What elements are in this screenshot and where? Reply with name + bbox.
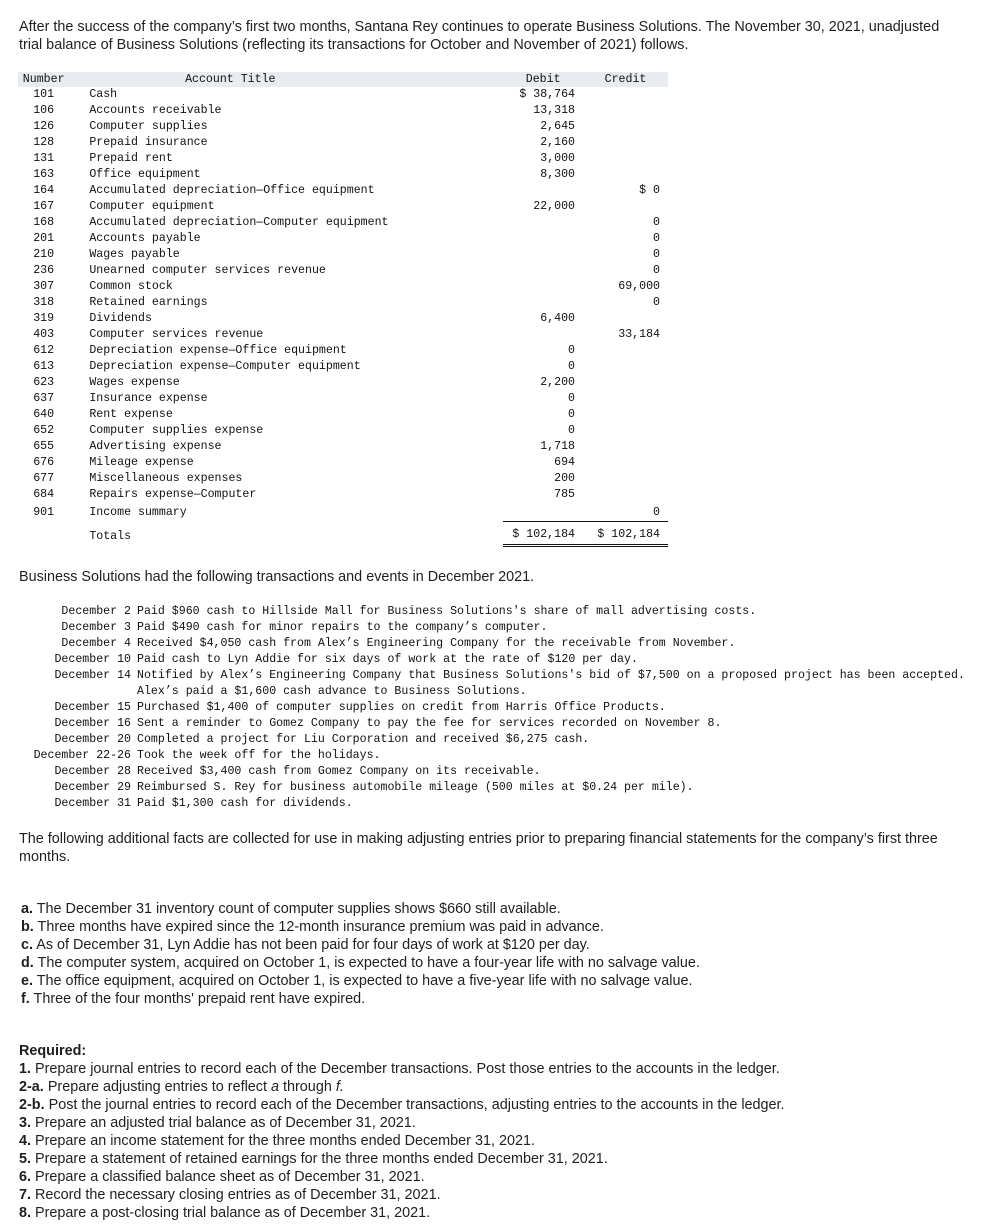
transaction-date: December 29 [54,781,131,794]
required-emphasis: a [271,1079,280,1095]
debit-amount: 0 [568,392,575,405]
debit-amount [503,183,583,199]
account-title: Accounts payable [89,232,201,245]
fact-label: b. [21,919,34,935]
credit-amount: 0 [653,296,660,309]
transaction-row [18,764,968,780]
required-heading: Required: [19,1043,87,1059]
header-credit: Credit [583,72,668,87]
fact-label: d. [21,955,34,971]
transaction-text: Completed a project for Liu Corporation and received $6,275 cash. [137,733,590,746]
account-title: Accumulated depreciation—Computer equipment [89,216,389,229]
credit-amount [583,359,668,375]
required-label: 2-b. [19,1097,45,1113]
account-title: Prepaid rent [89,152,173,165]
required-text: Prepare adjusting entries to reflect [47,1079,271,1095]
debit-amount [503,215,583,231]
account-number: 101 [33,88,55,101]
trial-balance-row [18,151,668,167]
transaction-row [18,780,968,796]
credit-amount [583,167,668,183]
fact-label: a. [21,901,34,917]
account-number: 613 [33,360,55,373]
transaction-text: Took the week off for the holidays. [137,749,381,762]
fact-label: e. [21,973,34,989]
debit-amount: 8,300 [540,168,575,181]
account-number: 307 [33,280,55,293]
debit-amount: 0 [568,424,575,437]
transaction-text: Purchased $1,400 of computer supplies on credit from Harris Office Products. [137,701,666,714]
account-number: 168 [33,216,55,229]
account-title: Computer supplies [89,120,208,133]
transaction-text: Received $4,050 cash from Alex’s Engineering Company for the receivable from November. [137,637,736,650]
fact-item [21,918,961,936]
account-title: Common stock [89,280,173,293]
debit-amount [503,263,583,279]
fact-text: The December 31 inventory count of computer supplies shows $660 still available. [36,901,561,917]
account-number: 655 [33,440,55,453]
transaction-date: December 20 [54,733,131,746]
required-item [19,1132,959,1150]
account-title: Computer services revenue [89,328,264,341]
trial-balance-row [18,119,668,135]
credit-amount: 0 [653,232,660,245]
trial-balance-row [18,103,668,119]
account-title: Depreciation expense—Computer equipment [89,360,361,373]
transaction-row [18,636,968,652]
required-text: Prepare an income statement for the three months ended December 31, 2021. [35,1133,535,1149]
transaction-row [18,700,968,716]
trial-balance-row [18,391,668,407]
account-number: 131 [33,152,55,165]
fact-text: The computer system, acquired on October 1, is expected to have a four-year life with no salvage value. [37,955,700,971]
debit-amount: 2,160 [540,136,575,149]
trial-balance-row [18,407,668,423]
trial-balance-row [18,199,668,215]
account-title: Computer supplies expense [89,424,264,437]
required-label: 2-a. [19,1079,44,1095]
account-title: Repairs expense—Computer [89,488,257,501]
required-label: 3. [19,1115,32,1131]
trial-balance-row [18,311,668,327]
credit-amount: 0 [653,264,660,277]
account-title: Accumulated depreciation—Office equipment [89,184,375,197]
transaction-row [18,668,968,700]
fact-label: f. [21,991,30,1007]
account-title: Dividends [89,312,152,325]
debit-amount [503,503,583,522]
trial-balance-table [18,72,668,547]
account-number: 236 [33,264,55,277]
required-text: Prepare an adjusted trial balance as of December 31, 2021. [35,1115,416,1131]
fact-text: Three of the four months' prepaid rent have expired. [33,991,366,1007]
account-number: 403 [33,328,55,341]
trial-balance-row [18,503,668,522]
account-number: 164 [33,184,55,197]
required-label: 5. [19,1151,32,1167]
trial-balance-row [18,359,668,375]
credit-amount [583,151,668,167]
debit-amount: 2,200 [540,376,575,389]
account-number: 210 [33,248,55,261]
trial-balance-row [18,455,668,471]
account-number: 201 [33,232,55,245]
debit-amount [503,247,583,263]
transaction-row [18,604,968,620]
credit-amount: $ 0 [639,184,660,197]
transaction-text: Paid $490 cash for minor repairs to the company’s computer. [137,621,548,634]
transaction-date: December 22-26 [33,749,131,762]
fact-label: c. [21,937,34,953]
account-title: Cash [89,88,118,101]
trial-balance-row [18,247,668,263]
debit-amount: 200 [554,472,575,485]
account-number: 318 [33,296,55,309]
account-title: Miscellaneous expenses [89,472,243,485]
header-debit: Debit [503,72,583,87]
required-label: 4. [19,1133,32,1149]
account-number: 167 [33,200,55,213]
debit-amount: 3,000 [540,152,575,165]
account-title: Income summary [89,506,187,520]
account-number: 623 [33,376,55,389]
fact-item [21,990,961,1008]
debit-amount [503,231,583,247]
transaction-date: December 31 [54,797,131,810]
trial-balance-row [18,183,668,199]
required-label: 7. [19,1187,32,1203]
fact-item [21,900,961,918]
required-item [19,1060,959,1078]
transaction-row [18,716,968,732]
account-number: 106 [33,104,55,117]
required-text-cont: through [279,1079,336,1095]
account-title: Advertising expense [89,440,222,453]
transaction-text: Reimbursed S. Rey for business automobile mileage (500 miles at $0.24 per mile). [137,781,694,794]
fact-item [21,936,961,954]
required-item [19,1096,959,1114]
credit-amount [583,103,668,119]
trial-balance-row [18,343,668,359]
account-title: Unearned computer services revenue [89,264,326,277]
account-number: 676 [33,456,55,469]
account-number: 677 [33,472,55,485]
credit-amount [583,423,668,439]
debit-amount: 1,718 [540,440,575,453]
trial-balance-header [18,72,668,87]
account-number: 637 [33,392,55,405]
transaction-row [18,732,968,748]
trial-balance-row [18,231,668,247]
credit-amount [583,455,668,471]
account-title: Computer equipment [89,200,215,213]
transaction-row [18,748,968,764]
required-text: Prepare journal entries to record each of the December transactions. Post those entries to the accounts in the ledger. [35,1061,780,1077]
credit-amount: 33,184 [618,328,660,341]
debit-amount: 22,000 [533,200,575,213]
fact-text: The office equipment, acquired on October 1, is expected to have a five-year life with no salvage value. [36,973,693,989]
header-account-title: Account Title [77,72,503,87]
transaction-text: Sent a reminder to Gomez Company to pay the fee for services recorded on November 8. [137,717,722,730]
account-title: Wages expense [89,376,180,389]
transaction-text: Paid cash to Lyn Addie for six days of work at the rate of $120 per day. [137,653,638,666]
credit-amount: 0 [653,506,660,519]
account-title: Depreciation expense—Office equipment [89,344,347,357]
trial-balance-row [18,439,668,455]
credit-amount [583,343,668,359]
transaction-date: December 3 [61,621,131,634]
credit-amount [583,439,668,455]
required-text: Prepare a post-closing trial balance as of December 31, 2021. [35,1205,431,1221]
account-title: Insurance expense [89,392,208,405]
required-item [19,1168,959,1186]
debit-amount: 0 [568,344,575,357]
transaction-row [18,796,968,812]
required-label: 6. [19,1169,32,1185]
debit-amount [503,327,583,343]
totals-label: Totals [89,529,132,543]
fact-text: As of December 31, Lyn Addie has not been paid for four days of work at $120 per day. [36,937,590,953]
account-number: 901 [33,506,55,520]
trial-balance-row [18,375,668,391]
account-title: Retained earnings [89,296,208,309]
account-title: Mileage expense [89,456,194,469]
credit-amount: 69,000 [618,280,660,293]
transaction-date: December 28 [54,765,131,778]
trial-balance-row [18,279,668,295]
debit-amount: 0 [568,408,575,421]
credit-amount [583,407,668,423]
debit-amount [503,295,583,311]
transaction-text: Received $3,400 cash from Gomez Company on its receivable. [137,765,541,778]
fact-item [21,972,961,990]
account-title: Office equipment [89,168,201,181]
required-item [19,1150,959,1168]
credit-amount [583,119,668,135]
account-number: 128 [33,136,55,149]
required-text: Prepare a classified balance sheet as of December 31, 2021. [35,1169,425,1185]
required-item [19,1078,959,1096]
account-number: 652 [33,424,55,437]
required-section [19,1042,959,1222]
account-title: Rent expense [89,408,173,421]
adjusting-facts-list [21,900,961,1008]
debit-amount: 13,318 [533,104,575,117]
fact-item [21,954,961,972]
required-text: Post the journal entries to record each of the December transactions, adjusting entries to the accounts in the ledger. [48,1097,785,1113]
account-number: 163 [33,168,55,181]
account-number: 126 [33,120,55,133]
facts-heading: The following additional facts are collected for use in making adjusting entries prior to preparing financial statements for the company’s first three months. [19,831,938,865]
account-title: Accounts receivable [89,104,222,117]
trial-balance-row [18,327,668,343]
required-item [19,1204,959,1222]
account-number: 319 [33,312,55,325]
required-label: 1. [19,1061,32,1077]
debit-amount: 0 [568,360,575,373]
credit-amount [583,135,668,151]
account-title: Prepaid insurance [89,136,208,149]
credit-amount [583,311,668,327]
transaction-text: Paid $1,300 cash for dividends. [137,797,353,810]
trial-balance-row [18,423,668,439]
transactions-list [18,604,972,812]
required-item [19,1186,959,1204]
debit-amount: 6,400 [540,312,575,325]
transaction-date: December 2 [61,605,131,618]
transaction-date: December 16 [54,717,131,730]
total-credit: $ 102,184 [583,522,668,546]
credit-amount: 0 [653,216,660,229]
transaction-row [18,620,968,636]
transaction-date: December 4 [61,637,131,650]
transaction-text: Notified by Alex’s Engineering Company that Business Solutions's bid of $7,500 on a proposed project has been accepted. Alex’s paid a $1,600 cash advance to Business Solutions. [137,669,972,698]
transaction-text: Paid $960 cash to Hillside Mall for Business Solutions's share of mall advertising costs. [137,605,757,618]
transaction-row [18,652,968,668]
credit-amount [583,87,668,103]
totals-spacer [18,522,77,546]
account-title: Wages payable [89,248,180,261]
credit-amount: 0 [653,248,660,261]
required-emphasis: f. [335,1079,344,1095]
trial-balance-row [18,295,668,311]
trial-balance-row [18,487,668,503]
header-number: Number [18,72,77,87]
required-text: Prepare a statement of retained earnings for the three months ended December 31, 2021. [35,1151,608,1167]
trial-balance-totals-row [18,522,668,546]
debit-amount: 694 [554,456,575,469]
total-debit: $ 102,184 [503,522,583,546]
debit-amount: $ 38,764 [519,88,575,101]
debit-amount [503,279,583,295]
transactions-heading: Business Solutions had the following transactions and events in December 2021. [19,569,535,585]
credit-amount [583,487,668,503]
intro-paragraph: After the success of the company’s first two months, Santana Rey continues to operate Business Solutions. The November 30, 2021, unadjusted trial balance of Business Solutions (reflecting its transactions for October and November of 2021) follows. [19,19,940,53]
credit-amount [583,471,668,487]
debit-amount: 785 [554,488,575,501]
required-item [19,1114,959,1132]
transaction-date: December 14 [54,669,131,682]
trial-balance-row [18,471,668,487]
credit-amount [583,375,668,391]
trial-balance-row [18,263,668,279]
account-number: 640 [33,408,55,421]
trial-balance-row [18,167,668,183]
debit-amount: 2,645 [540,120,575,133]
credit-amount [583,391,668,407]
trial-balance-row [18,215,668,231]
required-text: Record the necessary closing entries as of December 31, 2021. [35,1187,441,1203]
fact-text: Three months have expired since the 12-month insurance premium was paid in advance. [37,919,604,935]
trial-balance-row [18,87,668,103]
transaction-date: December 10 [54,653,131,666]
trial-balance-row [18,135,668,151]
account-number: 612 [33,344,55,357]
credit-amount [583,199,668,215]
required-label: 8. [19,1205,32,1221]
account-number: 684 [33,488,55,501]
transaction-date: December 15 [54,701,131,714]
